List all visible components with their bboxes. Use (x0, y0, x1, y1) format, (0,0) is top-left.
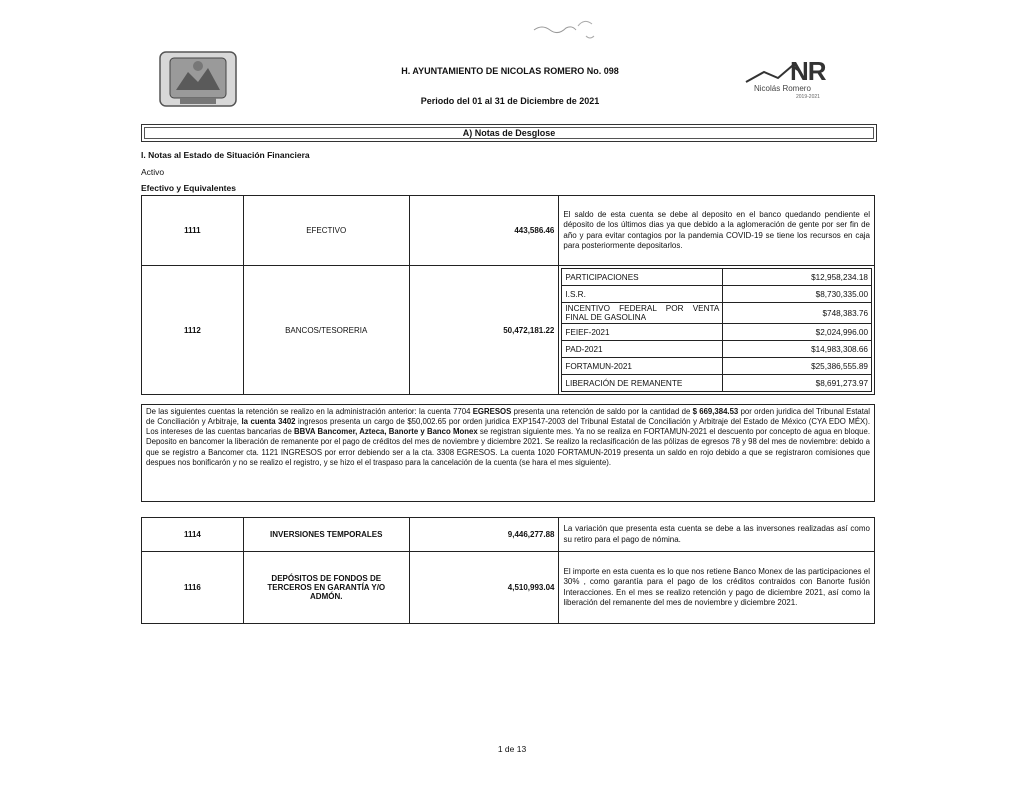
table-row (142, 518, 875, 552)
item-name: PAD-2021 (562, 341, 723, 358)
statement-heading: I. Notas al Estado de Situación Financiera (141, 150, 310, 160)
item-amount: $8,730,335.00 (723, 286, 872, 303)
item-name: FORTAMUN-2021 (562, 358, 723, 375)
account-code: 1116 (142, 552, 244, 624)
paragraph-text: se registran siguiente mes. Ya no se realiza en FORTAMUN-2021 el descuento por concepto de agua en bloque. Deposito en bancomer la liberación de remanente por el pago de créditos del mes de noviembre y diciembre 2021. Se realizo la reclasificación de las pólizas de egresos 78 y 98 del mes de noviembre: debido a que se registro a Bancomer cta. 1121 INGRESOS por error debiendo ser a la cta. 3308 EGRESOS. La cuenta 1020 FORTAMUN-2019 presenta un saldo en rojo debido a que se registraron comisiones que despues nos bonificarón y no se realizo el registro, y se hizo el el traspaso para la cancelación de la cuenta (se hara el mes siguiente). (146, 427, 870, 467)
list-item (562, 358, 872, 375)
list-item (562, 303, 872, 324)
list-item (562, 375, 872, 392)
account-note: El importe en esta cuenta es lo que nos retiene Banco Monex de las participaciones el 30% , como garantía para el pago de los créditos contraidos con Banorte fusión Interacciones. En el mes se realizo retención y pago de diciembre 2021, así como la liberación del remanente del mes de noviembre y diciembre 2021. (559, 552, 875, 624)
paragraph-text: De las siguientes cuentas la retención se realizo en la administración anterior: la cuenta 7704 (146, 407, 473, 416)
account-code: 1114 (142, 518, 244, 552)
item-amount: $748,383.76 (723, 303, 872, 324)
account-name: DEPÓSITOS DE FONDOS DE TERCEROS EN GARANTÍA Y/O ADMÓN. (243, 552, 409, 624)
list-item (562, 269, 872, 286)
account-note: La variación que presenta esta cuenta se debe a las inversones realizadas así como su retiro para el pago de nómina. (559, 518, 875, 552)
table-row (142, 552, 875, 624)
item-amount: $25,386,555.89 (723, 358, 872, 375)
municipal-seal-logo (158, 50, 238, 108)
item-amount: $2,024,996.00 (723, 324, 872, 341)
bank-breakdown (559, 266, 875, 395)
account-amount: 9,446,277.88 (409, 518, 559, 552)
item-name: INCENTIVO FEDERAL POR VENTA FINAL DE GASOLINA (562, 303, 723, 324)
table-row (142, 266, 875, 395)
page-number: 1 de 13 (497, 744, 527, 754)
account-amount: 4,510,993.04 (409, 552, 559, 624)
logo-subtext: Nicolás Romero (754, 84, 811, 93)
item-amount: $12,958,234.18 (723, 269, 872, 286)
account-name: EFECTIVO (243, 196, 409, 266)
retention-notes-paragraph (141, 404, 875, 502)
efectivo-label: Efectivo y Equivalentes (141, 183, 236, 193)
paragraph-bold: EGRESOS (472, 407, 512, 416)
logo-letters: NR (790, 56, 826, 86)
list-item (562, 286, 872, 303)
logo-years: 2019-2021 (796, 94, 820, 100)
cash-accounts-table (141, 195, 875, 395)
paragraph-bold: $ 669,384.53 (692, 407, 739, 416)
account-name: INVERSIONES TEMPORALES (243, 518, 409, 552)
activo-label: Activo (141, 167, 165, 177)
account-code: 1112 (142, 266, 244, 395)
document-title: H. AYUNTAMIENTO DE NICOLAS ROMERO No. 098 (401, 66, 619, 76)
nicolas-romero-logo (744, 58, 840, 104)
paragraph-text: presenta una retención de saldo por la cantidad de (511, 407, 693, 416)
paragraph-text: por orden juridica del Tribunal Estatal de Conciliación y Arbitraje, (146, 407, 870, 427)
account-code: 1111 (142, 196, 244, 266)
paragraph-text: ingresos presenta un cargo de $50,002.65 por orden juridica EXP1547-2003 del Tribunal Estatal de Conciliación y Arbitraje del Estado de México (CYA EDO MÉX). Los intereses de las cuentas bancarias de (146, 417, 870, 437)
handwritten-mark (526, 8, 606, 48)
item-amount: $14,983,308.66 (723, 341, 872, 358)
item-name: PARTICIPACIONES (562, 269, 723, 286)
paragraph-bold: la cuenta 3402 (241, 417, 296, 427)
paragraph-bold: BBVA Bancomer, Azteca, Banorte y Banco Monex (294, 427, 478, 437)
item-name: FEIEF-2021 (562, 324, 723, 341)
item-name: I.S.R. (562, 286, 723, 303)
bank-breakdown-table (561, 268, 872, 392)
investments-table (141, 517, 875, 624)
table-row (142, 196, 875, 266)
list-item (562, 341, 872, 358)
account-amount: 50,472,181.22 (409, 266, 559, 395)
section-title: A) Notas de Desglose (141, 124, 877, 142)
item-amount: $8,691,273.97 (723, 375, 872, 392)
account-amount: 443,586.46 (409, 196, 559, 266)
account-note: El saldo de esta cuenta se debe al deposito en el banco quedando pendiente el déposito de los últimos dias ya que debido a la aglomeración de gente por ser fin de año y para evitar contagios por la pandemia COVID-19 se tiene los recursos en caja para posteriormente depositarlos. (559, 196, 875, 266)
document-period: Periodo del 01 al 31 de Diciembre de 2021 (420, 96, 600, 106)
list-item (562, 324, 872, 341)
account-name: BANCOS/TESORERIA (243, 266, 409, 395)
item-name: LIBERACIÓN DE REMANENTE (562, 375, 723, 392)
